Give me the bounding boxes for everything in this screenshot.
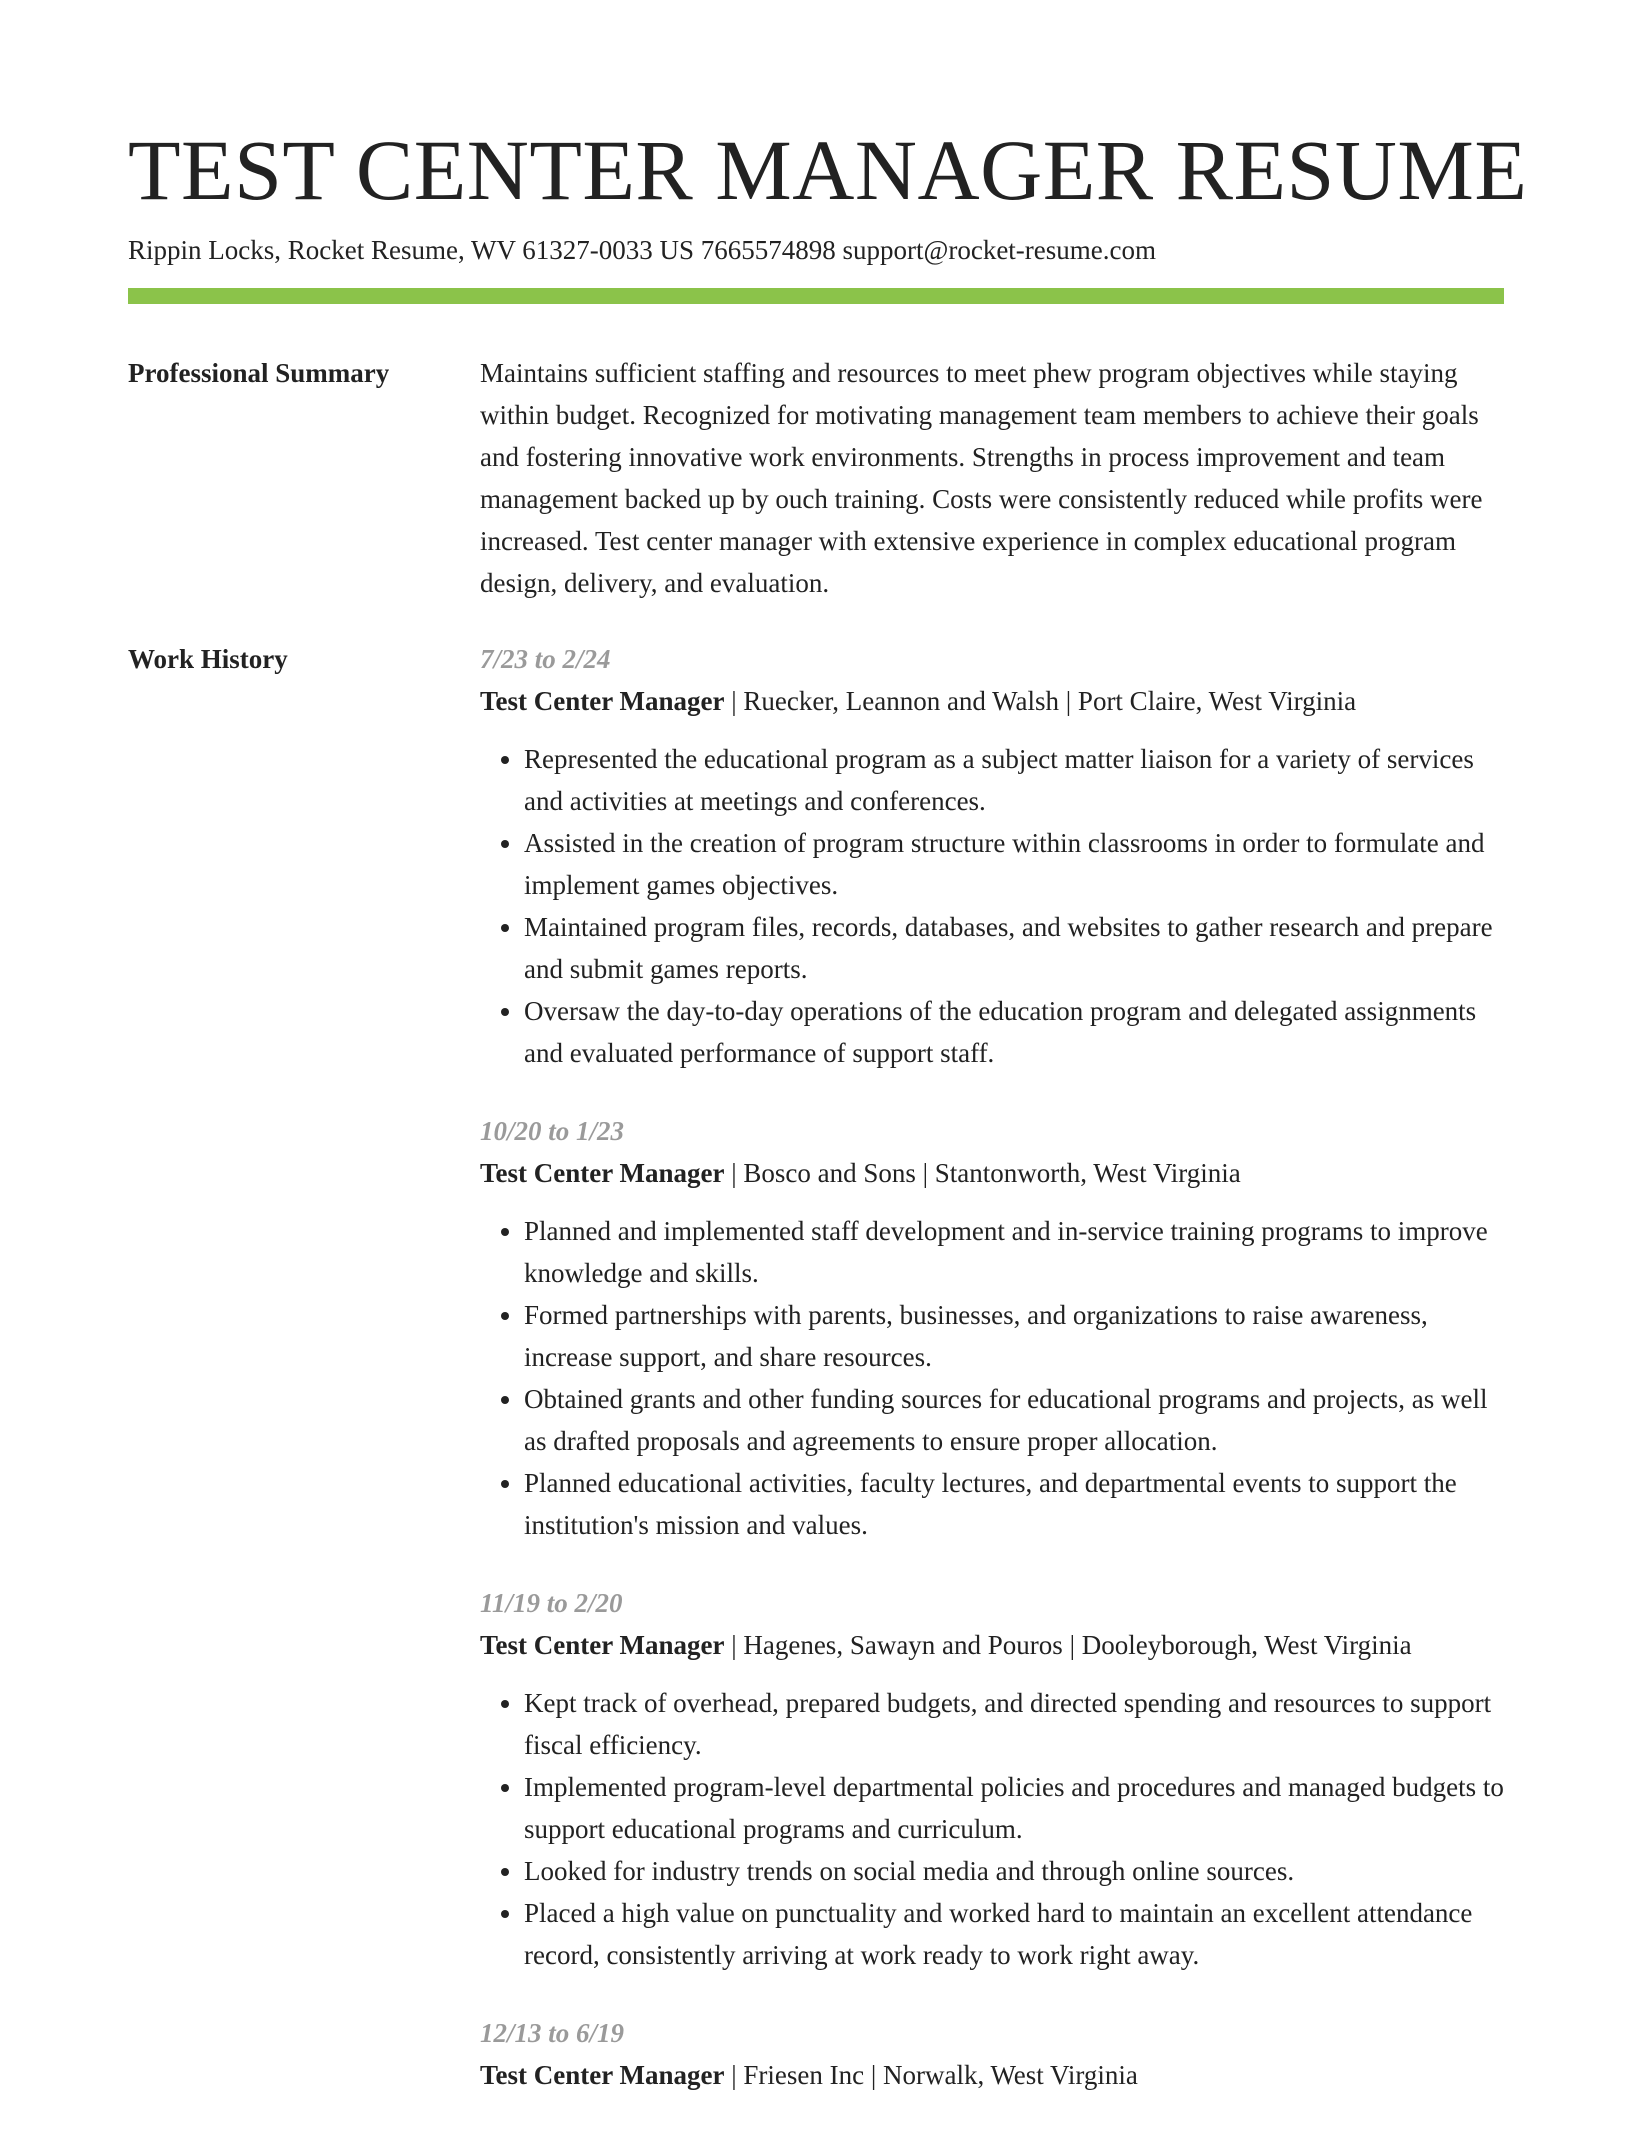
section-label-summary: Professional Summary bbox=[128, 358, 390, 388]
job-bullet: • Assisted in the creation of program structure within classrooms in order to formulate and implement games objectives. bbox=[524, 822, 1504, 906]
professional-summary-section bbox=[128, 352, 1504, 604]
job-title: Test Center Manager bbox=[480, 2060, 725, 2090]
job-bullet: • Implemented program-level departmental policies and procedures and managed budgets to support educational programs and curriculum. bbox=[524, 1766, 1504, 1850]
job-bullet: • Represented the educational program as a subject matter liaison for a variety of services and activities at meetings and conferences. bbox=[524, 738, 1504, 822]
job-location: Norwalk, West Virginia bbox=[882, 2060, 1138, 2090]
contact-phone: 7665574898 bbox=[700, 235, 836, 265]
separator: | bbox=[870, 2060, 877, 2090]
job-heading bbox=[480, 1152, 1504, 1194]
job-entry bbox=[480, 2012, 1504, 2096]
job-company: Bosco and Sons bbox=[743, 1158, 916, 1188]
job-entry bbox=[480, 1582, 1504, 1976]
job-bullet: • Looked for industry trends on social media and through online sources. bbox=[524, 1850, 1504, 1892]
job-location: Dooleyborough, West Virginia bbox=[1081, 1630, 1412, 1660]
separator: | bbox=[1069, 1630, 1075, 1660]
job-title: Test Center Manager bbox=[480, 1158, 725, 1188]
job-bullet: • Placed a high value on punctuality and worked hard to maintain an excellent attendance record, consistently arriving at work ready to work right away. bbox=[524, 1892, 1504, 1976]
resume-title: TEST CENTER MANAGER RESUME bbox=[128, 122, 1528, 218]
separator: | bbox=[731, 686, 737, 716]
job-bullet: • Kept track of overhead, prepared budgets, and directed spending and resources to support fiscal efficiency. bbox=[524, 1682, 1504, 1766]
job-bullet-list bbox=[480, 1682, 1504, 1976]
job-dates: 12/13 to 6/19 bbox=[480, 2018, 625, 2048]
resume-page bbox=[128, 118, 1528, 2132]
accent-divider bbox=[128, 288, 1504, 304]
job-title: Test Center Manager bbox=[480, 686, 725, 716]
job-entry bbox=[480, 1110, 1504, 1546]
contact-email[interactable]: support@rocket-resume.com bbox=[842, 235, 1157, 265]
job-dates: 10/20 to 1/23 bbox=[480, 1116, 625, 1146]
summary-text: Maintains sufficient staffing and resources to meet phew program objectives while staying within budget. Recognized for motivating management team members to achieve their goals and fostering innovative work environments. Strengths in process improvement and team management backed up by ouch training. Costs were consistently reduced while profits were increased. Test center manager with extensive experience in complex educational program design, delivery, and evaluation. bbox=[480, 358, 1483, 598]
job-bullet-list bbox=[480, 1210, 1504, 1546]
job-bullet: • Planned educational activities, faculty lectures, and departmental events to support the institution's mission and values. bbox=[524, 1462, 1504, 1546]
job-bullet-list bbox=[480, 738, 1504, 1074]
separator: | bbox=[731, 1630, 737, 1660]
job-bullet: • Obtained grants and other funding sources for educational programs and projects, as well as drafted proposals and agreements to ensure proper allocation. bbox=[524, 1378, 1504, 1462]
job-bullet: • Oversaw the day-to-day operations of the education program and delegated assignments and evaluated performance of support staff. bbox=[524, 990, 1504, 1074]
job-bullet: • Maintained program files, records, databases, and websites to gather research and prepare and submit games reports. bbox=[524, 906, 1504, 990]
job-dates: 7/23 to 2/24 bbox=[480, 644, 611, 674]
job-company: Friesen Inc bbox=[743, 2060, 865, 2090]
job-heading bbox=[480, 2054, 1504, 2096]
contact-line bbox=[128, 232, 1504, 268]
job-title: Test Center Manager bbox=[480, 1630, 725, 1660]
work-history-section bbox=[128, 638, 1504, 2132]
job-bullet: • Formed partnerships with parents, businesses, and organizations to raise awareness, increase support, and share resources. bbox=[524, 1294, 1504, 1378]
job-dates: 11/19 to 2/20 bbox=[480, 1588, 623, 1618]
contact-address: Rippin Locks, Rocket Resume, WV 61327-0033 US bbox=[128, 235, 694, 265]
section-label-work-history: Work History bbox=[128, 644, 288, 674]
job-bullet: • Planned and implemented staff development and in-service training programs to improve knowledge and skills. bbox=[524, 1210, 1504, 1294]
job-company: Hagenes, Sawayn and Pouros bbox=[743, 1630, 1063, 1660]
separator: | bbox=[1065, 686, 1072, 716]
separator: | bbox=[731, 1158, 737, 1188]
separator: | bbox=[922, 1158, 929, 1188]
job-entry bbox=[480, 638, 1504, 1074]
job-company: Ruecker, Leannon and Walsh bbox=[743, 686, 1060, 716]
separator: | bbox=[731, 2060, 737, 2090]
job-location: Port Claire, West Virginia bbox=[1077, 686, 1357, 716]
job-heading bbox=[480, 1624, 1504, 1666]
job-heading bbox=[480, 680, 1504, 722]
job-location: Stantonworth, West Virginia bbox=[934, 1158, 1241, 1188]
work-history-list bbox=[480, 638, 1504, 2132]
